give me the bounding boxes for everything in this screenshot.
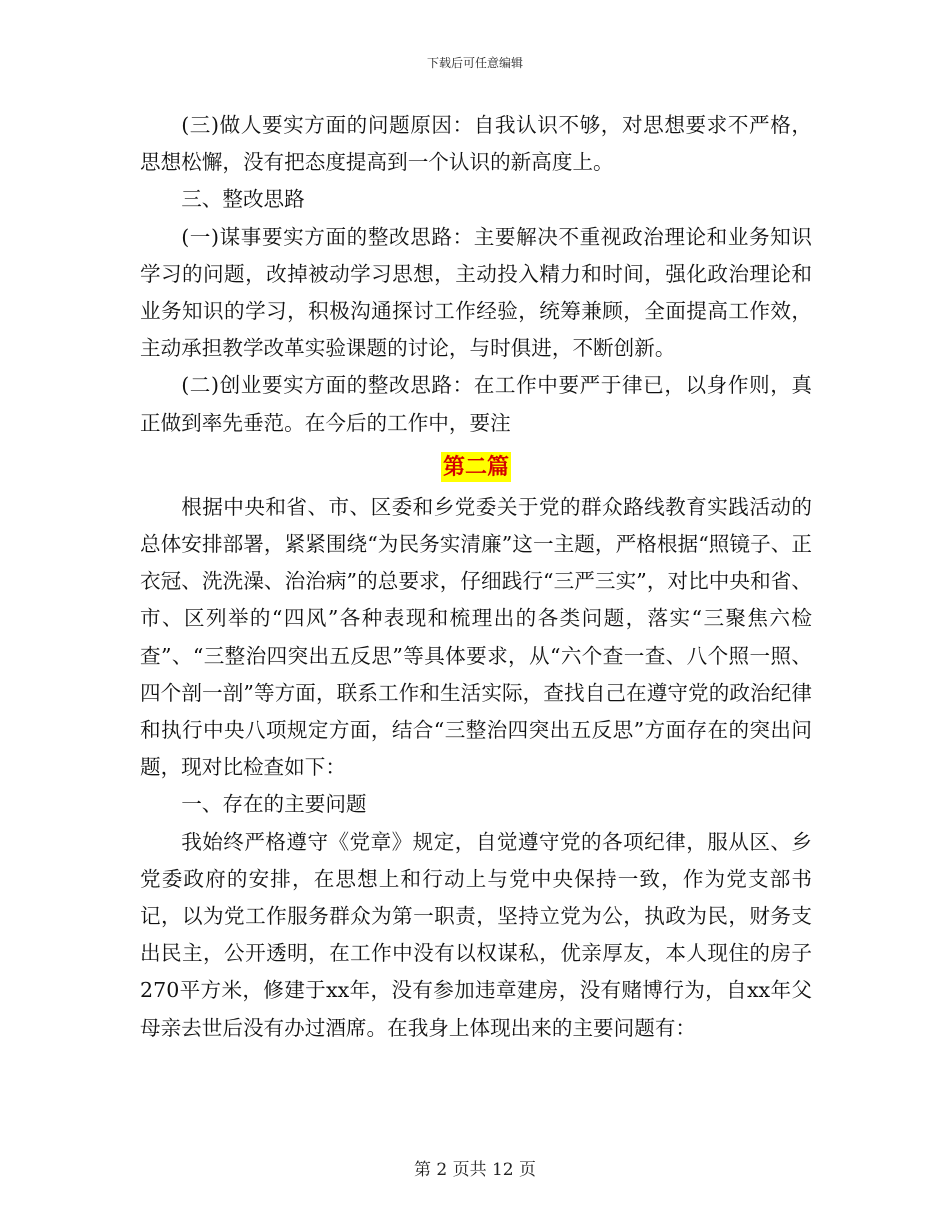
section-heading: 第二篇 (442, 453, 509, 480)
section-subheading: 三、整改思路 (181, 187, 305, 212)
paragraph: (二)创业要实方面的整改思路：在工作中要严于律已，以身作则，真正做到率先垂范。在今后的工作中，要注 (140, 373, 812, 435)
paragraph: (一)谋事要实方面的整改思路：主要解决不重视政治理论和业务知识学习的问题，改掉被动学习思想，主动投入精力和时间，强化政治理论和业务知识的学习，积极沟通探讨工作经验，统筹兼顾，全面提高工作效，主动承担教学改革实验课题的讨论，与时俱进，不断创新。 (140, 224, 812, 361)
paragraph: 根据中央和省、市、区委和乡党委关于党的群众路线教育实践活动的总体安排部署，紧紧围绕“为民务实清廉”这一主题，严格根据“照镜子、正衣冠、洗洗澡、治治病”的总要求，仔细践行“三严三实”，对比中央和省、市、区列举的“四风”各种表现和梳理出的各类问题，落实“三聚焦六检查”、“三整治四突出五反思”等具体要求，从“六个查一查、八个照一照、四个剖一剖”等方面，联系工作和生活实际，查找自己在遵守党的政治纪律和执行中央八项规定方面，结合“三整治四突出五反思”方面存在的突出问题，现对比检查如下： (140, 494, 812, 780)
second-part (140, 489, 812, 1047)
page-footer: 第 2 页共 12 页 (413, 1160, 537, 1180)
section-subheading: 一、存在的主要问题 (181, 792, 367, 817)
section-heading-row (140, 445, 812, 489)
document-body (140, 107, 812, 1047)
paragraph: (三)做人要实方面的问题原因：自我认识不够，对思想要求不严格，思想松懈，没有把态度提高到一个认识的新高度上。 (140, 113, 812, 175)
page-header: 下载后可任意编辑 (426, 56, 523, 70)
paragraph: 我始终严格遵守《党章》规定，自觉遵守党的各项纪律，服从区、乡党委政府的安排，在思想上和行动上与党中央保持一致，作为党支部书记，以为党工作服务群众为第一职责，坚持立党为公，执政为民，财务支出民主，公开透明，在工作中没有以权谋私，优亲厚友，本人现住的房子270平方米，修建于xx年，没有参加违章建房，没有赌博行为，自xx年父母亲去世后没有办过酒席。在我身上体现出来的主要问题有： (140, 829, 812, 1040)
